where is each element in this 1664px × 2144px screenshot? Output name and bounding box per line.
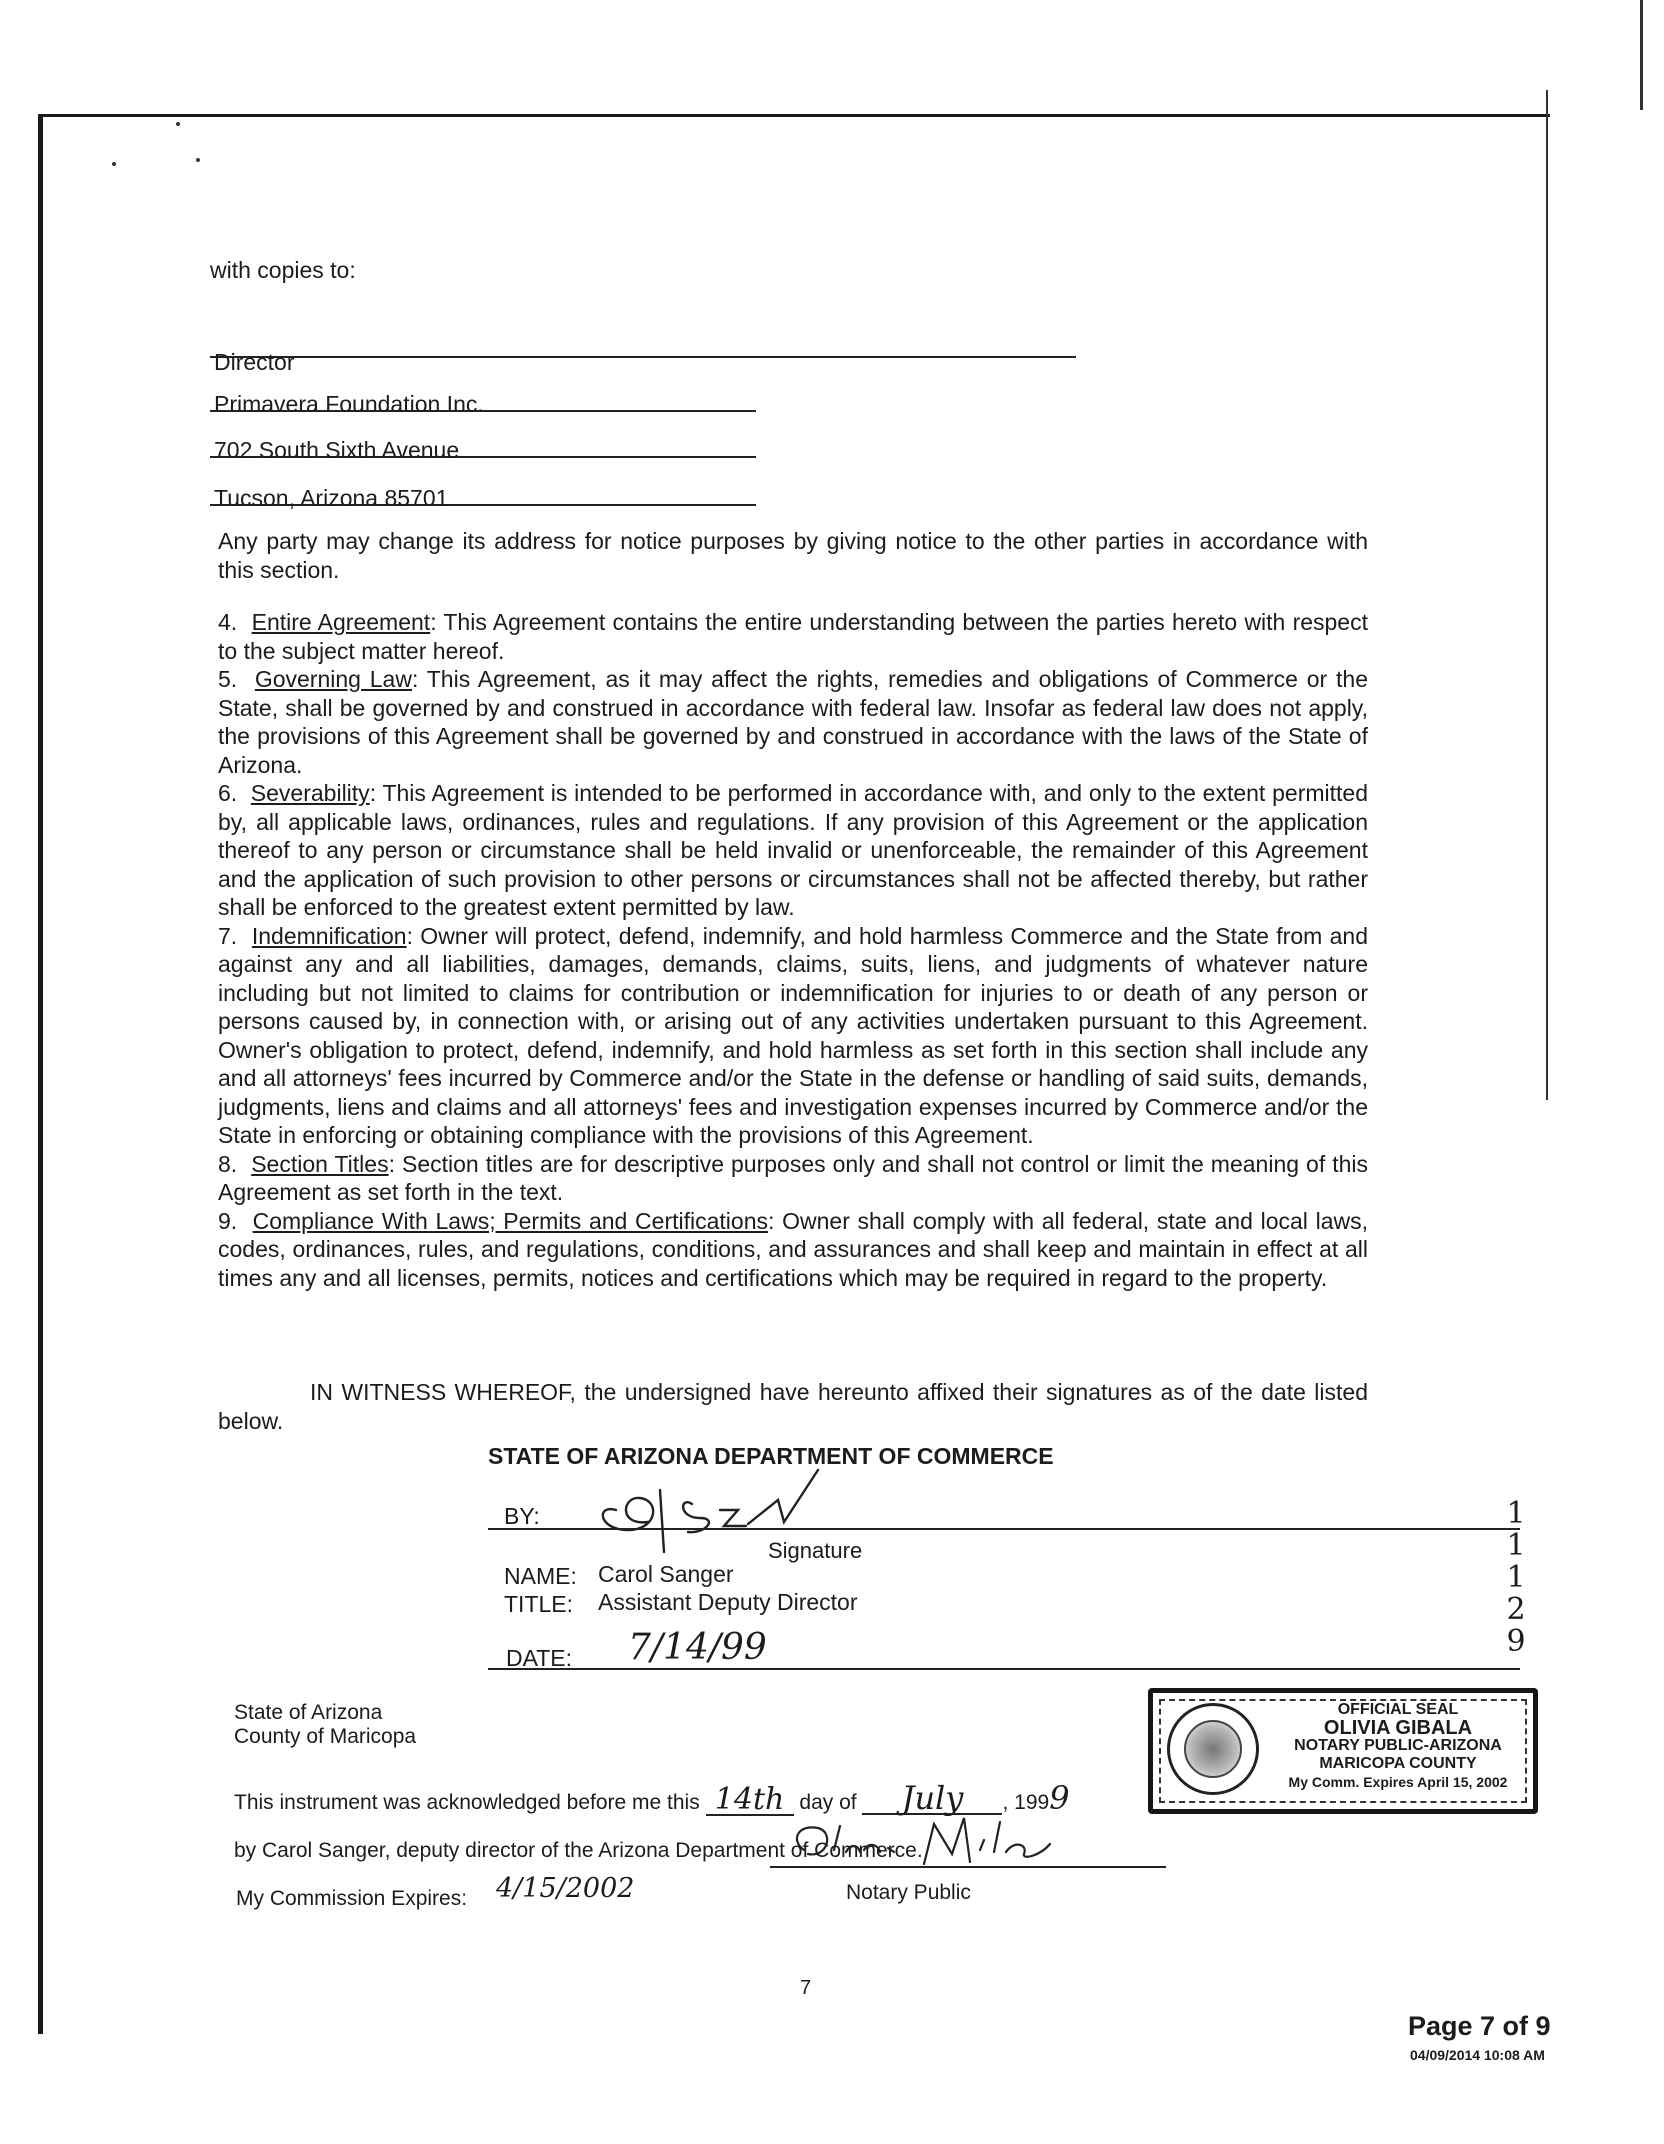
page-border-right — [1546, 90, 1548, 1100]
section-9 — [218, 1207, 1368, 1293]
address-line-4: Tucson, Arizona 85701 — [214, 485, 449, 511]
name-value: Carol Sanger — [598, 1561, 734, 1587]
ack-day-of: day of — [799, 1791, 857, 1814]
signature-org: STATE OF ARIZONA DEPARTMENT OF COMMERCE — [488, 1443, 1054, 1469]
by-label: BY: — [504, 1503, 540, 1529]
section-4 — [218, 608, 1368, 665]
section-title: Compliance With Laws; Permits and Certifications — [252, 1207, 768, 1234]
notary-signature-graphic — [784, 1810, 1124, 1880]
section-body: : This Agreement is intended to be performed in accordance with, and only to the extent permitted by, all applicable laws, ordinances, rules and regulations. If any provision of this Agreement or the application thereof to any person or circumstance shall be held invalid or unenforceable, the remainder of this Agreement and the application of such provision to other persons or circumstances shall not be affected thereby, but rather shall be enforced to the greatest extent permitted by law. — [218, 780, 1368, 920]
section-title: Governing Law — [254, 666, 412, 692]
section-number: 9. — [218, 1207, 238, 1234]
footer-timestamp: 04/09/2014 10:08 AM — [1410, 2047, 1545, 2063]
section-body: : This Agreement contains the entire understanding between the parties hereto with respect to the subject matter hereof. — [218, 609, 1368, 664]
state-seal-icon — [1167, 1703, 1259, 1795]
copies-intro: with copies to: — [210, 257, 356, 283]
notary-public-label: Notary Public — [846, 1881, 971, 1904]
margin-number: 9 — [1506, 1624, 1526, 1659]
stamp-text — [1273, 1701, 1523, 1791]
title-value: Assistant Deputy Director — [598, 1589, 858, 1615]
notice-text: Any party may change its address for notice purposes by giving notice to the other parties in accordance with this section. — [218, 528, 1368, 583]
date-value: 7/14/99 — [628, 1627, 767, 1668]
notary-signature-rule — [770, 1866, 1166, 1868]
section-body: : Owner will protect, defend, indemnify, and hold harmless Commerce and the State from and against any and all liabilities, damages, demands, claims, suits, liens, and judgments of whatever nature including but not limited to claims for contribution or indemnification for injuries to or death of any person or persons caused by, in connection with, or arising out of any activities undertaken pursuant to this Agreement. Owner's obligation to protect, defend, indemnify, and hold harmless as set forth in this section shall include any and all attorneys' fees incurred by Commerce and/or the State in the defense or handling of said suits, demands, judgments, liens and claims and all attorneys' fees and investigation expenses incurred by Commerce and/or the State in enforcing or obtaining compliance with the provisions of this Agreement. — [218, 922, 1368, 1148]
stamp-line: My Comm. Expires April 15, 2002 — [1288, 1774, 1508, 1790]
notice-paragraph — [218, 527, 1368, 584]
sections-block — [218, 608, 1368, 1292]
signature-caption: Signature — [768, 1538, 863, 1563]
section-number: 7. — [218, 922, 238, 949]
date-label: DATE: — [506, 1645, 573, 1671]
section-8 — [218, 1150, 1368, 1207]
scan-speck — [112, 162, 116, 166]
margin-number: 1 — [1506, 1560, 1526, 1595]
ack-year-prefix: , 199 — [1002, 1791, 1050, 1814]
notary-state: State of Arizona — [234, 1701, 383, 1724]
margin-number: 1 — [1506, 1528, 1526, 1563]
commission-value: 4/15/2002 — [496, 1873, 635, 1904]
address-line-2: Primavera Foundation Inc. — [214, 391, 484, 417]
date-rule — [488, 1668, 1520, 1670]
stamp-line: OFFICIAL SEAL — [1337, 1701, 1459, 1718]
address-line-1: Director — [214, 349, 295, 375]
section-7 — [218, 922, 1368, 1150]
section-title: Indemnification — [251, 922, 407, 949]
section-number: 8. — [218, 1150, 238, 1177]
section-5 — [218, 665, 1368, 779]
page-number: 7 — [800, 1977, 812, 1999]
notary-by-line: by Carol Sanger, deputy director of the Arizona Department of Commerce. — [234, 1839, 923, 1862]
witness-text: IN WITNESS WHEREOF, the undersigned have hereunto affixed their signatures as of the date listed below. — [218, 1379, 1368, 1434]
ack-month: July — [862, 1784, 1002, 1815]
title-label: TITLE: — [504, 1591, 574, 1617]
address-line-rule — [210, 356, 1076, 358]
section-6 — [218, 779, 1368, 922]
notary-stamp — [1148, 1688, 1538, 1814]
section-title: Section Titles — [251, 1150, 389, 1177]
page-border-left — [38, 114, 43, 2034]
commission-label: My Commission Expires: — [236, 1887, 468, 1910]
margin-numbers — [1504, 1498, 1528, 1658]
section-body: : Section titles are for descriptive purposes only and shall not control or limit the meaning of this Agreement as set forth in the text. — [218, 1150, 1368, 1205]
ack-year: 9 — [1049, 1779, 1070, 1817]
stamp-line: OLIVIA GIBALA — [1323, 1717, 1473, 1739]
witness-paragraph — [218, 1378, 1368, 1435]
margin-number: 1 — [1506, 1496, 1526, 1531]
section-number: 4. — [218, 609, 238, 635]
margin-number: 2 — [1506, 1592, 1526, 1627]
section-title: Entire Agreement — [251, 609, 431, 635]
notary-county: County of Maricopa — [234, 1725, 417, 1748]
scan-speck — [196, 158, 200, 162]
scan-speck — [176, 122, 180, 126]
name-label: NAME: — [504, 1563, 577, 1589]
address-line-3: 702 South Sixth Avenue — [214, 437, 460, 463]
ack-prefix: This instrument was acknowledged before me this — [234, 1791, 700, 1814]
footer-page-of: Page 7 of 9 — [1408, 2011, 1551, 2041]
stamp-line: MARICOPA COUNTY — [1319, 1755, 1477, 1772]
section-body: : Owner shall comply with all federal, state and local laws, codes, ordinances, rules, and regulations, conditions, and assurances and shall keep and maintain in effect at all times any and all licenses, permits, notices and certifications which may be required in regard to the property. — [218, 1207, 1369, 1291]
section-body: : This Agreement, as it may affect the rights, remedies and obligations of Commerce or the State, shall be governed by and construed in accordance with federal law. Insofar as federal law does not apply, the provisions of this Agreement shall be governed by and construed in accordance with the laws of the State of Arizona. — [218, 666, 1368, 778]
scan-edge-line — [1640, 0, 1643, 110]
section-title: Severability — [250, 780, 370, 806]
stamp-line: NOTARY PUBLIC-ARIZONA — [1294, 1737, 1502, 1754]
page-border-top — [38, 114, 1550, 117]
ack-day: 14th — [706, 1785, 794, 1816]
section-number: 5. — [218, 666, 238, 692]
section-number: 6. — [218, 780, 238, 806]
